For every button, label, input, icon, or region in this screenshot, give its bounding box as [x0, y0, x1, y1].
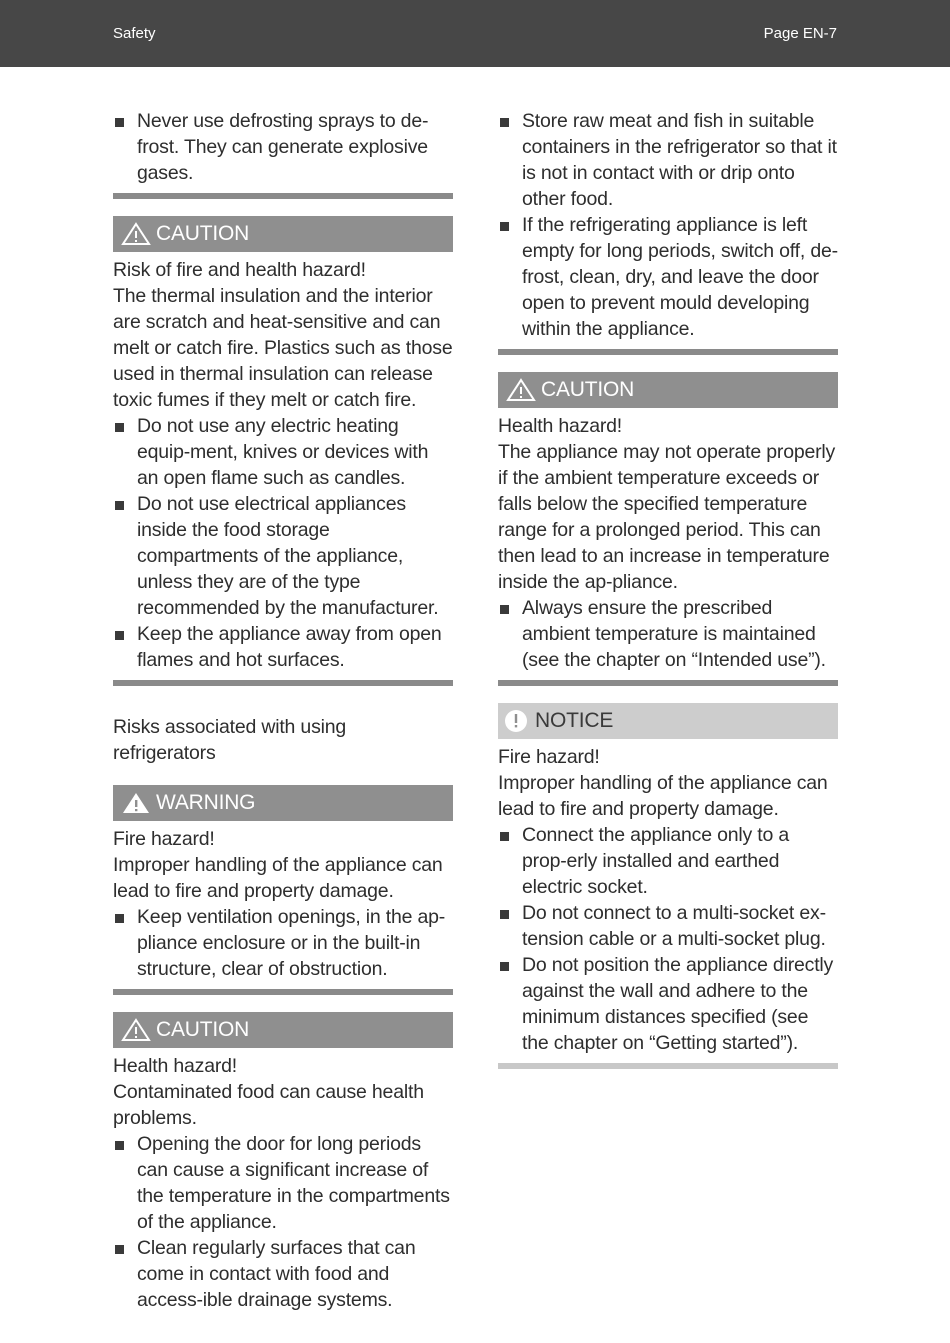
list-item: Opening the door for long periods can cause a significant increase of the temperature in the compartments of the appliance.	[113, 1131, 453, 1235]
bullet-list	[113, 413, 453, 673]
section-divider	[113, 989, 453, 995]
hazard-title: Health hazard!	[498, 415, 623, 437]
bullet-list	[113, 1131, 453, 1313]
list-item: Do not use electrical appliances inside the food storage compartments of the appliance, unless they are of the type recommended by the manufacturer.	[113, 491, 453, 621]
warning-label: WARNING	[156, 791, 256, 814]
page-number: Page EN-7	[763, 25, 837, 42]
warning-triangle-icon	[121, 222, 151, 246]
list-item: Never use defrosting sprays to de-frost. They can generate explosive gases.	[113, 108, 453, 186]
bullet-list	[498, 108, 838, 342]
list-item: Keep ventilation openings, in the ap-pliance enclosure or in the built-in structure, clear of obstruction.	[113, 904, 453, 982]
list-item: Always ensure the prescribed ambient temperature is maintained (see the chapter on “Intended use”).	[498, 595, 838, 673]
bullet-list	[113, 108, 453, 186]
list-item: Connect the appliance only to a prop-erly installed and earthed electric socket.	[498, 822, 838, 900]
exclamation-circle-icon	[504, 709, 530, 733]
list-item: Do not position the appliance directly against the wall and adhere to the minimum distances specified (see the chapter on “Getting started”).	[498, 952, 838, 1056]
caution-box	[498, 372, 838, 408]
list-item: Do not connect to a multi-socket ex-tension cable or a multi-socket plug.	[498, 900, 838, 952]
notice-box	[498, 703, 838, 739]
warning-triangle-icon	[121, 791, 151, 815]
section-divider	[498, 680, 838, 686]
hazard-description: Improper handling of the appliance can lead to fire and property damage.	[498, 772, 828, 820]
caution-label: CAUTION	[541, 378, 635, 401]
bullet-list	[498, 595, 838, 673]
section-divider	[113, 193, 453, 199]
caution-box	[113, 1012, 453, 1048]
section-divider	[498, 1063, 838, 1069]
hazard-description: Improper handling of the appliance can lead to fire and property damage.	[113, 854, 443, 902]
hazard-title: Fire hazard!	[498, 746, 600, 768]
hazard-title: Risk of fire and health hazard!	[113, 259, 366, 281]
section-title: Safety	[113, 25, 156, 42]
bullet-list	[498, 822, 838, 1056]
list-item: Do not use any electric heating equip-ment, knives or devices with an open flame such as candles.	[113, 413, 453, 491]
list-item: Clean regularly surfaces that can come in contact with food and access-ible drainage systems.	[113, 1235, 453, 1313]
right-column	[498, 108, 838, 1086]
warning-box	[113, 785, 453, 821]
subheading: Risks associated with using refrigerators	[113, 716, 347, 764]
list-item: If the refrigerating appliance is left empty for long periods, switch off, de-frost, clean, dry, and leave the door open to prevent mould developing within the appliance.	[498, 212, 838, 342]
list-item: Keep the appliance away from open flames and hot surfaces.	[113, 621, 453, 673]
hazard-title: Fire hazard!	[113, 828, 215, 850]
caution-label: CAUTION	[156, 1018, 250, 1041]
hazard-description: The thermal insulation and the interior are scratch and heat-sensitive and can melt or catch fire. Plastics such as those used in thermal insulation can release toxic fumes if they melt or catch fire.	[113, 285, 453, 411]
hazard-description: Contaminated food can cause health problems.	[113, 1081, 424, 1129]
section-divider	[498, 349, 838, 355]
caution-label: CAUTION	[156, 222, 250, 245]
bullet-list	[113, 904, 453, 982]
notice-label: NOTICE	[535, 709, 614, 732]
warning-triangle-icon	[121, 1018, 151, 1042]
hazard-description: The appliance may not operate properly if the ambient temperature exceeds or falls below the specified temperature range for a prolonged period. This can then lead to an increase in temperature inside the ap-pliance.	[498, 441, 836, 593]
caution-box	[113, 216, 453, 252]
page-header	[0, 0, 950, 67]
list-item: Store raw meat and fish in suitable containers in the refrigerator so that it is not in contact with or drip onto other food.	[498, 108, 838, 212]
hazard-title: Health hazard!	[113, 1055, 238, 1077]
section-divider	[113, 680, 453, 686]
warning-triangle-icon	[506, 378, 536, 402]
left-column	[113, 108, 453, 1313]
